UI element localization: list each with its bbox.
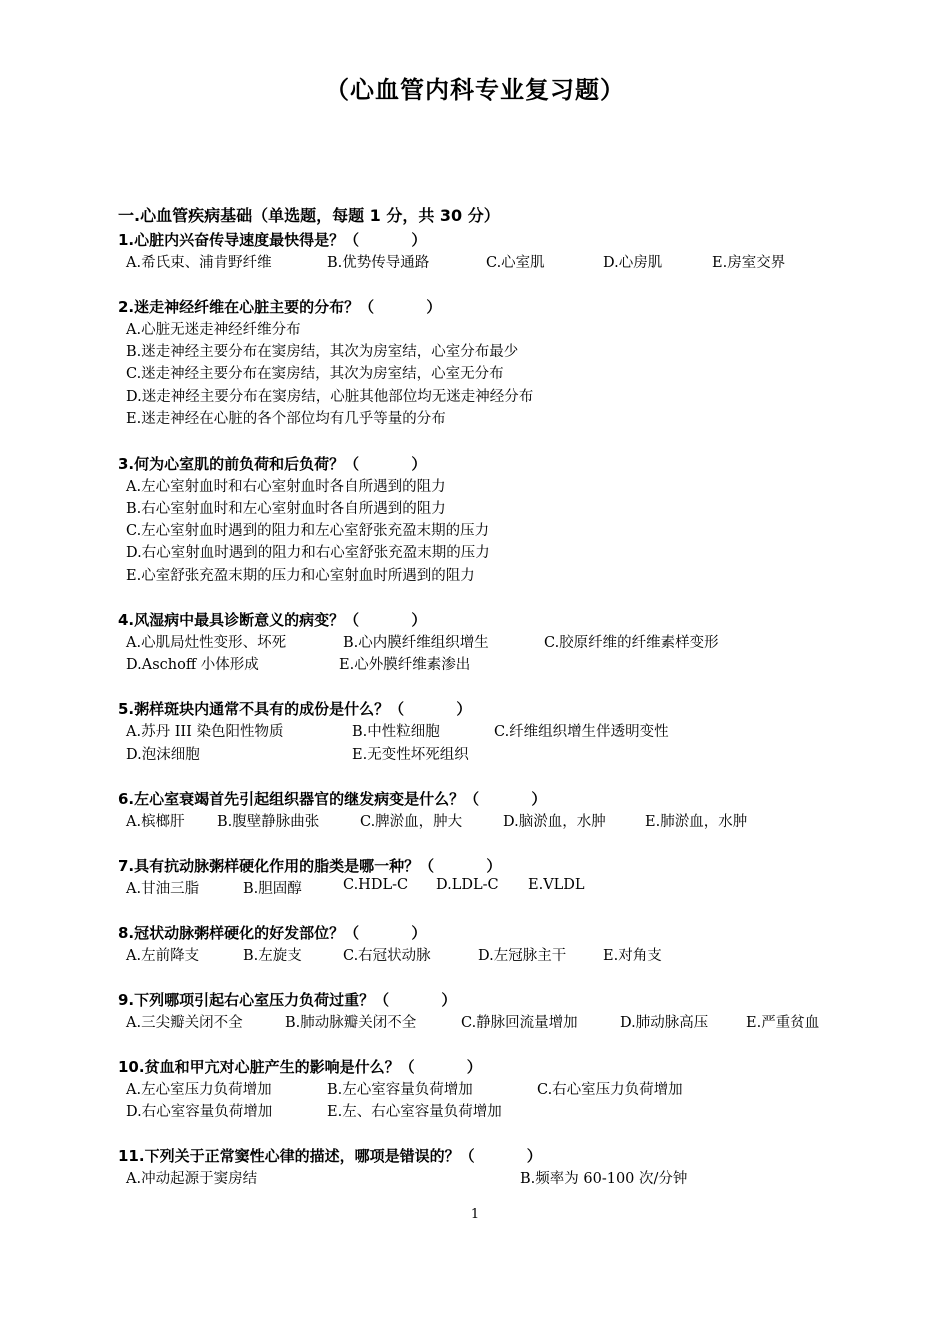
question-11-stem: 11.下列关于正常窦性心律的描述，哪项是错误的？（ ） — [118, 1147, 542, 1165]
q3-option-b: B.右心室射血时和左心室射血时各自所遇到的阻力 — [126, 501, 446, 517]
q2-option-d: D.迷走神经主要分布在窦房结，心脏其他部位均无迷走神经分布 — [126, 389, 534, 405]
question-2-stem: 2.迷走神经纤维在心脏主要的分布？（ ） — [118, 298, 442, 316]
q10-option-c: C.右心室压力负荷增加 — [537, 1082, 683, 1098]
q1-option-d: D.心房肌 — [603, 255, 663, 271]
q9-option-c: C.静脉回流量增加 — [461, 1015, 578, 1031]
q5-option-c: C.纤维组织增生伴透明变性 — [494, 724, 669, 740]
q3-option-e: E.心室舒张充盈末期的压力和心室射血时所遇到的阻力 — [126, 568, 475, 584]
q9-option-e: E.严重贫血 — [746, 1015, 820, 1031]
q7-option-c: C.HDL-C — [343, 877, 409, 893]
q6-option-e: E.肺淤血，水肿 — [645, 814, 748, 830]
q7-option-b: B.胆固醇 — [243, 881, 302, 897]
q10-option-a: A.左心室压力负荷增加 — [126, 1082, 272, 1098]
q1-option-c: C.心室肌 — [486, 255, 545, 271]
q3-option-a: A.左心室射血时和右心室射血时各自所遇到的阻力 — [126, 479, 446, 495]
q2-option-a: A.心脏无迷走神经纤维分布 — [126, 322, 301, 338]
q8-option-c: C.右冠状动脉 — [343, 948, 431, 964]
q3-option-c: C.左心室射血时遇到的阻力和左心室舒张充盈末期的压力 — [126, 523, 490, 539]
q6-option-d: D.脑淤血，水肿 — [503, 814, 606, 830]
page-title: （心血管内科专业复习题） — [325, 76, 625, 104]
section-heading: 一.心血管疾病基础（单选题，每题 1 分，共 30 分） — [118, 206, 500, 225]
q5-option-e: E.无变性坏死组织 — [352, 747, 469, 763]
question-1-stem: 1.心脏内兴奋传导速度最快得是？（ ） — [118, 231, 427, 249]
q9-option-d: D.肺动脉高压 — [620, 1015, 709, 1031]
q10-option-e: E.左、右心室容量负荷增加 — [327, 1104, 502, 1120]
q7-option-a: A.甘油三脂 — [126, 881, 200, 897]
q6-option-b: B.腹壁静脉曲张 — [217, 814, 320, 830]
q1-option-a: A.希氏束、浦肯野纤维 — [126, 255, 272, 271]
page-number: 1 — [470, 1207, 480, 1222]
q8-option-e: E.对角支 — [603, 948, 662, 964]
question-6-stem: 6.左心室衰竭首先引起组织器官的继发病变是什么？（ ） — [118, 790, 547, 808]
question-3-stem: 3.何为心室肌的前负荷和后负荷？（ ） — [118, 455, 427, 473]
q10-option-d: D.右心室容量负荷增加 — [126, 1104, 273, 1120]
q10-option-b: B.左心室容量负荷增加 — [327, 1082, 473, 1098]
q4-option-e: E.心外膜纤维素渗出 — [339, 657, 471, 673]
question-5-stem: 5.粥样斑块内通常不具有的成份是什么？（ ） — [118, 700, 472, 718]
q4-option-d: D.Aschoff 小体形成 — [126, 657, 259, 673]
q2-option-c: C.迷走神经主要分布在窦房结，其次为房室结，心室无分布 — [126, 366, 504, 382]
q5-option-a: A.苏丹 III 染色阳性物质 — [126, 724, 284, 740]
question-4-stem: 4.风湿病中最具诊断意义的病变？（ ） — [118, 611, 427, 629]
q8-option-a: A.左前降支 — [126, 948, 200, 964]
q4-option-c: C.胶原纤维的纤维素样变形 — [544, 635, 719, 651]
question-10-stem: 10.贫血和甲亢对心脏产生的影响是什么？（ ） — [118, 1058, 482, 1076]
q6-option-a: A.槟榔肝 — [126, 814, 185, 830]
q5-option-d: D.泡沫细胞 — [126, 747, 200, 763]
q6-option-c: C.脾淤血，肿大 — [360, 814, 463, 830]
q5-option-b: B.中性粒细胞 — [352, 724, 440, 740]
q8-option-d: D.左冠脉主干 — [478, 948, 567, 964]
q11-option-a: A.冲动起源于窦房结 — [126, 1171, 258, 1187]
question-7-stem: 7.具有抗动脉粥样硬化作用的脂类是哪一种？（ ） — [118, 857, 502, 875]
q4-option-a: A.心肌局灶性变形、坏死 — [126, 635, 287, 651]
q1-option-b: B.优势传导通路 — [327, 255, 430, 271]
q2-option-b: B.迷走神经主要分布在窦房结，其次为房室结，心室分布最少 — [126, 344, 519, 360]
q9-option-a: A.三尖瓣关闭不全 — [126, 1015, 243, 1031]
q4-option-b: B.心内膜纤维组织增生 — [343, 635, 489, 651]
q9-option-b: B.肺动脉瓣关闭不全 — [285, 1015, 417, 1031]
question-8-stem: 8.冠状动脉粥样硬化的好发部位？（ ） — [118, 924, 427, 942]
q7-option-e: E.VLDL — [528, 877, 585, 893]
question-9-stem: 9.下列哪项引起右心室压力负荷过重？（ ） — [118, 991, 457, 1009]
q11-option-b: B.频率为 60-100 次/分钟 — [520, 1171, 688, 1187]
q1-option-e: E.房室交界 — [712, 255, 786, 271]
q3-option-d: D.右心室射血时遇到的阻力和右心室舒张充盈末期的压力 — [126, 545, 490, 561]
q2-option-e: E.迷走神经在心脏的各个部位均有几乎等量的分布 — [126, 411, 446, 427]
q8-option-b: B.左旋支 — [243, 948, 302, 964]
q7-option-d: D.LDL-C — [436, 877, 499, 893]
